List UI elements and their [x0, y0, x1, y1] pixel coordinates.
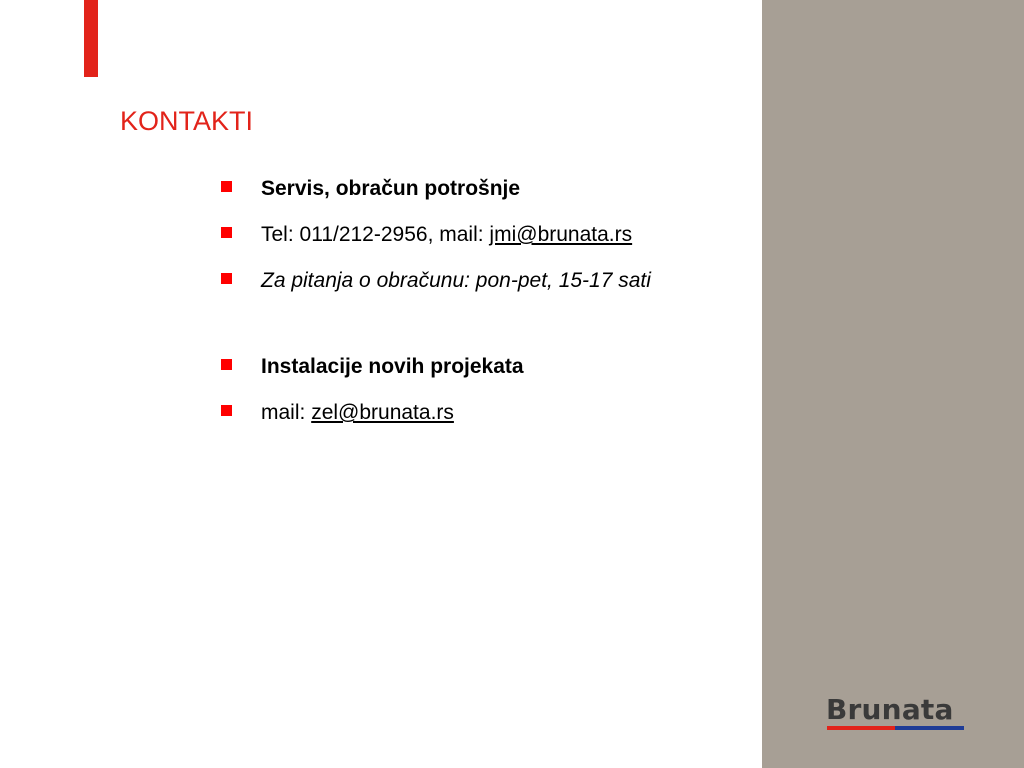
- side-panel: [762, 0, 1024, 768]
- square-bullet-icon: [221, 359, 232, 370]
- service-heading: Servis, obračun potrošnje: [261, 177, 521, 200]
- installations-heading: Instalacije novih projekata: [261, 355, 524, 378]
- square-bullet-icon: [221, 227, 232, 238]
- logo-blue-stripe: [895, 726, 964, 730]
- logo-wordmark: Brunata: [826, 693, 954, 726]
- square-bullet-icon: [221, 181, 232, 192]
- red-accent-bar: [84, 0, 98, 77]
- brunata-logo: [826, 694, 966, 732]
- email-link-jmi[interactable]: jmi@brunata.rs: [489, 223, 633, 246]
- logo-red-stripe: [827, 726, 895, 730]
- installations-contact-line: [261, 400, 454, 426]
- slide-title: KONTAKTI: [120, 106, 254, 136]
- square-bullet-icon: [221, 273, 232, 284]
- email-link-zel[interactable]: zel@brunata.rs: [311, 401, 454, 424]
- square-bullet-icon: [221, 405, 232, 416]
- service-contact-prefix: Tel: 011/212-2956, mail:: [261, 223, 490, 246]
- installations-contact-prefix: mail:: [261, 401, 312, 424]
- billing-hours-note: Za pitanja o obračunu: pon-pet, 15-17 sati: [261, 269, 651, 292]
- service-contact-line: [261, 222, 632, 248]
